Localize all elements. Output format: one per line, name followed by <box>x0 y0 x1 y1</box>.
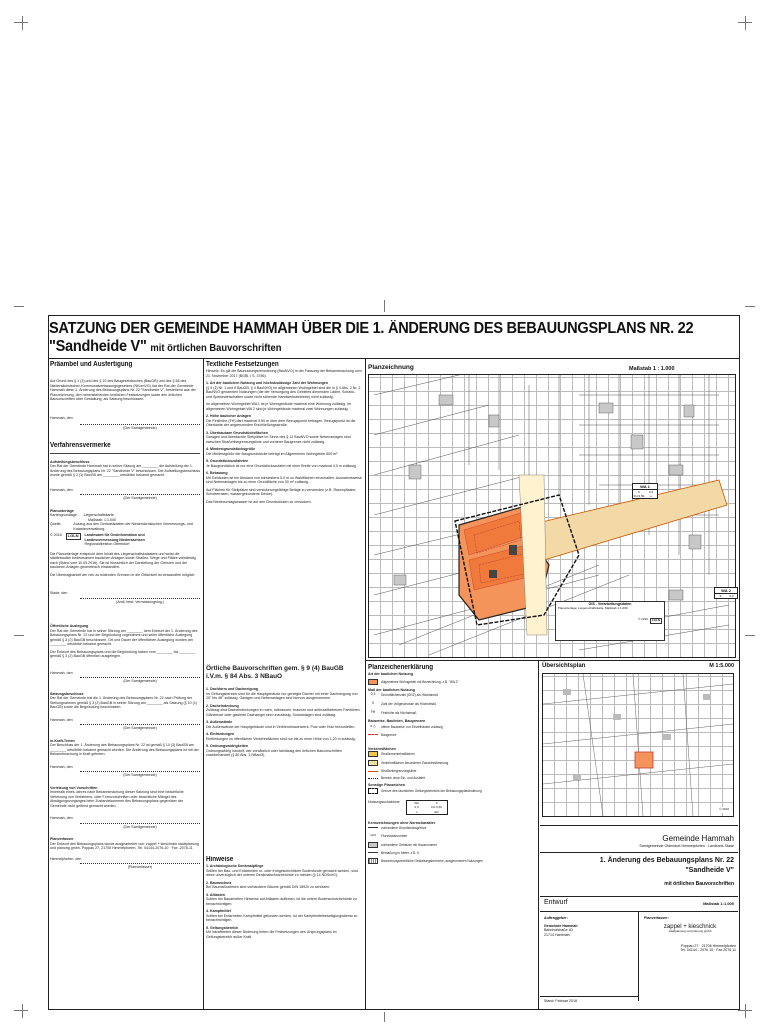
legend-item: Grenze des räumlichen Geltungsbereichs der Bebauungsplanänderung <box>381 788 482 793</box>
crop-mark <box>738 22 752 23</box>
wa2-label: WA 2 <box>721 588 731 593</box>
signature-place-date: Hammah, den <box>50 670 73 675</box>
crop-mark <box>745 1004 746 1018</box>
signature-line: (Der Samtgemeinde) <box>80 677 200 684</box>
aufstellung-title: Aufstellungsbeschluss <box>50 459 90 464</box>
auslegung-title: Öffentliche Auslegung <box>50 624 89 628</box>
himmelpforten-label: Himmelpforten, den <box>50 856 82 861</box>
hinweis-text: Sollten bei Erdarbeiten Kampfmittel gefunden werden, ist der Kampfmittelbeseitigungsdienst zu benachrichtigen. <box>206 913 358 922</box>
legend-item: Bereich ohne Ein- und Ausfahrt <box>381 776 426 780</box>
samtgemeinde: Samtgemeinde Oldendorf-Himmelpforten · Landkreis Stade <box>639 844 734 848</box>
ob-item-title: 1. Dachform und Dachneigung <box>206 687 259 691</box>
signature-line: (Der Samtgemeinde) <box>80 424 200 431</box>
sheet-border <box>48 315 740 1010</box>
signature-place-date: Hammah, den <box>50 764 73 769</box>
tf-intro: Hinweis: Es gilt die Baunutzungsverordnung (BauNVO) in der Fassung der Bekanntmachung vom 21. November 2017 (BGBl. I S. 3786). <box>206 369 362 378</box>
schablone-value: II <box>638 490 640 494</box>
legend-group-title: Kennzeichnungen ohne Normcharakter <box>368 821 436 825</box>
praeambel-text: Auf Grund des § 1 (3) und des § 10 des Baugesetzbuches (BauGB) und des § 58 des Niedersächsischen Kommunalverfassungsgesetzes (NKomVG) hat der Rat der Gemeinde Hammah diese 1. Änderung des Bebauungsplans Nr. 22 "Sandheide V", bestehend aus der Planzeichnung, den nebenstehenden textlichen Festsetzungen sowie den örtlichen Bauvorschriften über Gestaltung, als Satzung beschlossen. <box>50 379 196 401</box>
plan-divider <box>366 660 740 661</box>
ob-item-text: Einfriedungen zu öffentlichen Verkehrsflächen sind nur bis zu einer Höhe von 1,20 m zulässig. <box>206 736 356 741</box>
schablone-value: o <box>415 809 418 814</box>
signature-place-date: Hammah, den <box>50 415 73 420</box>
title-plan-name: "Sandheide V" <box>49 338 147 355</box>
legend-group-title: Sonstige Planzeichen <box>368 783 405 787</box>
ob-item-text: Die Außenwände der Hauptgebäude sind in Verblendmauerwerk, Putz oder Holz herzustellen. <box>206 724 356 729</box>
crop-mark <box>22 1004 23 1018</box>
legend-group-title: Art der baulichen Nutzung <box>368 672 413 676</box>
ob-item-title: 5. Ordnungswidrigkeiten <box>206 744 249 748</box>
auslegung-text: Der Entwurf des Bebauungsplans und die Begründung haben vom ________ bis ________ gemäß § 3 (2) BauGB öffentlich ausgelegen. <box>50 649 196 658</box>
lgln-logo: LGLN <box>67 533 79 538</box>
quelle-label: Quelle: <box>50 522 62 526</box>
client-title: Auftraggeber: <box>544 916 568 920</box>
plan-name-line: "Sandheide V" <box>685 867 734 874</box>
crop-mark <box>384 1012 385 1022</box>
nutzungsschablone-label: Nutzungsschablone <box>368 799 400 804</box>
planverfasser-title: Planverfasser <box>50 837 74 841</box>
legend-item: vorhandene Grundstücksgrenze <box>381 825 427 830</box>
copyright: © 2016 <box>50 533 62 537</box>
plan-scale: Maßstab 1 : 1.000 <box>629 366 675 372</box>
hinweis-title: 4. Kampfmittel <box>206 909 231 913</box>
uebersicht-scale: M 1:5.000 <box>709 663 734 669</box>
crop-mark <box>14 1010 28 1011</box>
hinweis-title: 3. Altlasten <box>206 892 226 897</box>
tf-item-title: 4. Mindestgrundstücksgröße <box>206 447 256 451</box>
gis-box-title: GIS - Verarbeitungsdaten <box>588 602 632 606</box>
planner-name: zappel + kieschnick <box>663 923 717 930</box>
planunterlage-title: Planunterlage <box>50 508 74 513</box>
symbol-grz: 0,3 <box>370 692 376 696</box>
hinweis-text: Bei Baumaßnahmen sind vorhandene Bäume gemäß DIN 18920 zu schützen. <box>206 885 331 889</box>
uebersicht-copyright: © 2016 <box>719 807 729 812</box>
schablone-value: 0,3 <box>729 594 734 598</box>
kartengrundlage-label: Kartengrundlage: <box>50 513 78 517</box>
legend-item: Baugrenze <box>381 732 397 737</box>
schablone-value: o <box>650 494 652 498</box>
ob-item-text: Im Geltungsbereich sind für die Hauptgebäude nur geneigte Dächer mit einer Dachneigung von 20° bis 48° zulässig. Garagen und Nebenanlagen sind hiervon ausgenommen. <box>206 691 358 700</box>
tf-item-title: 3. Überbaubare Grundstücksflächen <box>206 430 268 435</box>
symbol-bauweise: o △ <box>370 723 376 728</box>
title-line-1: SATZUNG DER GEMEINDE HAMMAH ÜBER DIE 1. ÄNDERUNG DES BEBAUUNGSPLANS NR. 22 <box>49 320 694 337</box>
signature-place-date: Hammah, den <box>50 816 73 820</box>
planverfasser-text: Der Entwurf des Bebauungsplans wurde ausgearbeitet von: zappel + kieschnick stadtplanung und planung gmbh, Poppau 27, 21706 Himmelpforten, Tel. 04144-2076-10 · Fax -2076-11 <box>50 841 199 850</box>
verletzung-title: Verletzung von Vorschriften <box>50 785 98 790</box>
crop-mark <box>22 16 23 30</box>
legend-item: Flurstücksnummer <box>381 833 408 838</box>
praeambel-heading: Präambel und Ausfertigung <box>50 361 133 368</box>
tf-item-title: 5. Grundstückszufahrten <box>206 459 249 463</box>
ob-item-title: 2. Dacheindeckung <box>206 703 239 708</box>
hinweis-text: Sollten bei Bau- und Erdarbeiten ur- oder frühgeschichtliche Bodenfunde gemacht werden, sind diese unverzüglich der unteren Denkmalschutzbehörde zu melden (§ 14 NDSchG). <box>206 868 358 877</box>
signature-line: (Der Samtgemeinde) <box>80 823 200 830</box>
massstab-value: Maßstab: 1:1.000 <box>88 517 116 522</box>
schablone-value: II <box>435 800 438 805</box>
signature-line: (Planverfasser) <box>80 863 200 870</box>
planzeichnung-heading: Planzeichnung <box>368 364 414 371</box>
tf-item-text: Im allgemeinen Wohngebiet WA 1 ist je Wohngebäude maximal eine Wohnung zulässig. Im allgemeinen Wohngebiet WA 2 sind je Wohngebäude maximal zwei Wohnungen zulässig. <box>206 402 352 411</box>
signature-place-date: Hammah, den <box>50 487 73 492</box>
legend-item: vorhandene Gebäude mit Hausnummer <box>381 842 437 847</box>
schablone-value: ED <box>434 809 439 814</box>
auslegung-text: Der Rat der Gemeinde hat in seiner Sitzung am ________ dem Entwurf der 1. Änderung des Bebauungsplans Nr. 22 und der Begründung zugestimmt und seine öffentliche Auslegung gemäß § 3 (2) BauGB beschlossen. Ort und Dauer der öffentlichen Auslegung wurden am ________ ortsüblich bekannt gemacht. <box>50 628 198 646</box>
tf-item-text: Die Mindestgröße der Baugrundstücke beträgt im Allgemeinen Wohngebiet 600 m². <box>206 451 339 456</box>
planner-sub: stadtplanung und planung gmbh <box>668 929 712 934</box>
legend-item: Straßenverkehrsflächen <box>381 752 415 756</box>
legend-item: Firsthöhe als Höchstmaß <box>381 711 417 715</box>
quelle-value: Auszug aus den Geobasisdaten der Niedersächsischen Vermessungs- und Katasterverwaltung, <box>73 522 193 531</box>
crop-mark <box>384 300 385 312</box>
tf-item-title: 6. Bebauung <box>206 471 228 475</box>
hinweis-title: 1. Archäologische Denkmalpflege <box>206 864 264 868</box>
landesamt-line: Landesvermessung Niedersachsen <box>84 537 145 542</box>
symbol-flurstuecksnummer: 12/3 <box>370 832 376 837</box>
inkraft-title: In-Kraft-Treten <box>50 738 75 743</box>
planunterlage-text: Die Planunterlage entspricht dem Inhalt des Liegenschaftskatasters und weist die städtebaulich bedeutsamen baulichen Anlagen sowie Straßen, Wege und Plätze vollständig nach (Stand vom 10.05.2016). Sie ist hinsichtlich der Darstellung der Grenzen und der baulichen Anlagen geometrisch einwandfrei. <box>50 551 196 569</box>
tf-item-title: 2. Höhe baulicher Anlagen <box>206 414 251 418</box>
title-divider <box>48 358 740 359</box>
landesamt-line: Regionaldirektion Otterndorf <box>84 542 130 546</box>
signature-place-date: Hammah, den <box>50 717 73 722</box>
signature-line: (Der Samtgemeinde) <box>80 771 200 778</box>
satzung-text: Der Rat der Gemeinde hat die 1. Änderung des Bebauungsplans Nr. 22 nach Prüfung der Stellungnahmen gemäß § 3 (2) BauGB in seiner Sitzung am ________ als Satzung (§ 10 (1) BauGB) sowie die Begründung beschlossen. <box>50 696 198 709</box>
crop-mark <box>745 635 755 636</box>
stade-label: Stade, den <box>50 591 68 595</box>
legend-item: Bemaßung in Meter, z.B. 5 <box>381 850 419 855</box>
hinweise-heading: Hinweise <box>206 856 234 863</box>
ob-item-title: 3. Außenwände <box>206 720 233 724</box>
signature-line: (Der Samtgemeinde) <box>80 494 200 501</box>
schablone-value: 0,3 <box>648 490 654 494</box>
stage-scale: Maßstab 1:1.000 <box>703 901 734 906</box>
wa1-label: WA 1 <box>640 484 650 489</box>
stage: Entwurf <box>544 899 568 906</box>
legend-item: Straßenbegrenzungslinie <box>381 769 417 773</box>
municipality: Gemeinde Hammah <box>662 834 734 843</box>
aufstellung-text: Der Rat der Gemeinde Hammah hat in seiner Sitzung am ________ die Aufstellung der 1. Änderung des Bebauungsplans Nr. 22 "Sandheide V" beschlossen. Der Aufstellungsbeschluss wurde gemäß § 2 (1) BauGB am ________ ortsüblich bekannt gemacht. <box>50 464 200 477</box>
grenzen-text: Die Übertragbarkeit der neu zu bildenden Grenzen in die Örtlichkeit ist einwandfrei möglich. <box>50 572 196 577</box>
satzung-title: Satzungsbeschluss <box>50 691 84 696</box>
planzeichen-heading: Planzeichenerklärung <box>368 664 434 671</box>
crop-mark <box>738 1010 752 1011</box>
planner-title: Planverfasser: <box>644 916 669 920</box>
ob-item-text: Ordnungswidrig handelt, wer vorsätzlich oder fahrlässig den örtlichen Bauvorschriften zuwiderhandelt (§ 80 Abs. 3 NBauO). <box>206 748 342 757</box>
plan-name-line: mit örtlichen Bauvorschriften <box>664 881 734 887</box>
hinweis-title: 5. Geltungsbereich <box>206 925 239 930</box>
crop-mark <box>14 22 28 23</box>
crop-mark <box>14 306 24 307</box>
crop-mark <box>14 635 24 636</box>
legend-item: offene Bauweise, nur Einzelhäuser zulässig <box>381 724 443 729</box>
ob-item-text: Zulässig sind Dacheindeckungen in roten, rotbraunen, braunen und anthrazitfarbenen Farbtönen. Glänzende oder glasierte Dachziegel sind unzulässig. Solaranlagen sind zulässig. <box>206 708 361 717</box>
schablone-value: FH 9,50 <box>633 494 645 498</box>
legend-item: Zahl der Vollgeschosse als Höchstmaß <box>381 702 437 706</box>
planner-phone: Tel. 04144 - 2076 10 · Fax 2076 11 <box>680 948 736 953</box>
hinweis-text: Mit Inkrafttreten dieser Änderung treten die Festsetzungen des Ursprungsplans im Geltungsbereich außer Kraft. <box>206 930 337 939</box>
legend-group-title: Bauweise, Baulinien, Baugrenzen <box>368 719 426 723</box>
title-subtitle: mit örtlichen Bauvorschriften <box>150 343 282 354</box>
hinweis-title: 2. Baumschutz <box>206 880 232 885</box>
tf-item-title: 1. Art der baulichen Nutzung und höchstzulässige Zahl der Wohnungen <box>206 381 328 385</box>
legend-item: Allgemeines Wohngebiet mit Bezeichnung, z.B. "WA 2" <box>381 679 459 684</box>
signature-line: (Der Samtgemeinde) <box>80 724 200 731</box>
inkraft-text: Der Beschluss der 1. Änderung des Bebauungsplans Nr. 22 ist gemäß § 10 (3) BauGB am ________ ortsüblich bekannt gemacht worden. Die Änderung des Bebauungsplans ist mit der Bekanntmachung in Kraft getreten. <box>50 743 199 756</box>
plan-date: Stand: Februar 2018 <box>544 999 577 1003</box>
oertliche-bauvorschriften-heading: Örtliche Bauvorschriften gem. § 9 (4) BauGB i.V.m. § 84 Abs. 3 NBauO <box>206 665 344 680</box>
hinweis-text: Sollten bei Bauarbeiten Hinweise auf Altlasten auftreten, ist die untere Bodenschutzbehörde zu benachrichtigen. <box>206 897 357 906</box>
textliche-festsetzungen-heading: Textliche Festsetzungen <box>206 361 279 368</box>
map-copyright: © 2016 <box>638 617 648 622</box>
legend-item: Verkehrsflächen besonderer Zweckbestimmung <box>381 761 449 765</box>
tf-item-text: Garagen und überdachte Stellplätze im Sinne des § 12 BauNVO sowie Nebenanlagen sind zwischen Straßenbegrenzungslinie und vorderer Baugrenze nicht zulässig. <box>206 435 351 444</box>
client-line: Gemeinde Hammah <box>544 923 578 928</box>
signature-line: (Amtl. best. Vermessungsing.) <box>80 598 200 605</box>
legend-item: Bauordnungsrechtliche Gestaltungsbereiche, ausgenommen Nutzungen <box>381 858 483 863</box>
ob-item-title: 4. Einfriedungen <box>206 732 235 736</box>
tf-item-text: Das Niederschlagswasser ist auf den Grundstücken zu versickern. <box>206 499 312 504</box>
landesamt-line: Landesamt für Geoinformation und <box>84 533 145 537</box>
client-line: 21714 Hammah <box>544 932 570 937</box>
tf-item-text: (§ 9 (1) Nr. 1 und 6 BauGB, § 4 BauNVO) Im allgemeinen Wohngebiet sind die in § 4 Abs. 2 Nr. 2 BauNVO genannten Nutzungen (die der Versorgung des Gebietes dienenden Läden, Schank- und Speisewirtschaften sowie nicht störende Handwerksbetriebe) nicht zulässig. <box>206 385 361 399</box>
tf-item-text: Auf Flächen für Stellplätze sind versickerungsfähige Beläge zu verwenden (z.B. Rasenpflaster, Schotterrasen, wassergebundene Decke). <box>206 487 357 496</box>
legend-item: Grundflächenzahl (GRZ) als Höchstmaß <box>381 693 438 697</box>
symbol-firsthoehe: FH <box>370 710 376 714</box>
verletzung-text: Innerhalb eines Jahres nach Bekanntmachung dieser Satzung sind eine beachtliche Verletzung von Verfahrens- oder Formvorschriften oder beachtliche Mängel des Abwägungsvorganges beim Zustandekommen des Bebauungsplans gegenüber der Gemeinde nicht geltend gemacht worden. <box>50 790 184 808</box>
legend-group-title: Verkehrsflächen <box>368 746 396 751</box>
legend-group-title: Maß der baulichen Nutzung <box>368 687 415 692</box>
schablone-value: II <box>719 594 722 598</box>
kartengrundlage-value: Liegenschaftskarte <box>83 513 114 517</box>
tf-item-text: Die Firsthöhe (FH) darf maximal 9,50 m über dem Bezugspunkt betragen. Bezugspunkt ist die Oberkante der angrenzenden Erschließungsstraße. <box>206 418 356 427</box>
crop-mark <box>745 16 746 30</box>
gis-box-text: Planunterlage: Liegenschaftskarte, Maßstab 1:1.000 <box>558 605 628 610</box>
plan-name-line: 1. Änderung des Bebauungsplans Nr. 22 <box>599 857 734 864</box>
tf-item-text: Je Baugrundstück ist nur eine Grundstückszufahrt mit einer Breite von maximal 4,0 m zulässig. <box>206 463 357 468</box>
verfahren-heading: Verfahrensvermerke <box>50 441 111 449</box>
client-line: Bahnhofstraße 40 <box>544 928 573 933</box>
schablone-value: 0,3 <box>414 805 419 809</box>
symbol-vollgeschosse: II <box>372 701 374 705</box>
schablone-value: WA <box>414 800 419 805</box>
crop-mark <box>745 306 755 307</box>
schablone-value: FH 9,50 <box>431 805 442 809</box>
planner-address: Poppau 27 · 21706 Himmelpforten <box>681 943 736 948</box>
lgln-logo: LGLN <box>651 618 660 623</box>
uebersicht-heading: Übersichtsplan <box>542 663 586 669</box>
tf-item-text: Mit Gebäuden ist ein Abstand von mindestens 5,0 m zu Waldflächen einzuhalten. Ausnahmsweise sind Nebenanlagen bis zu einer Grundfläche von 30 m² zulässig. <box>206 475 362 484</box>
